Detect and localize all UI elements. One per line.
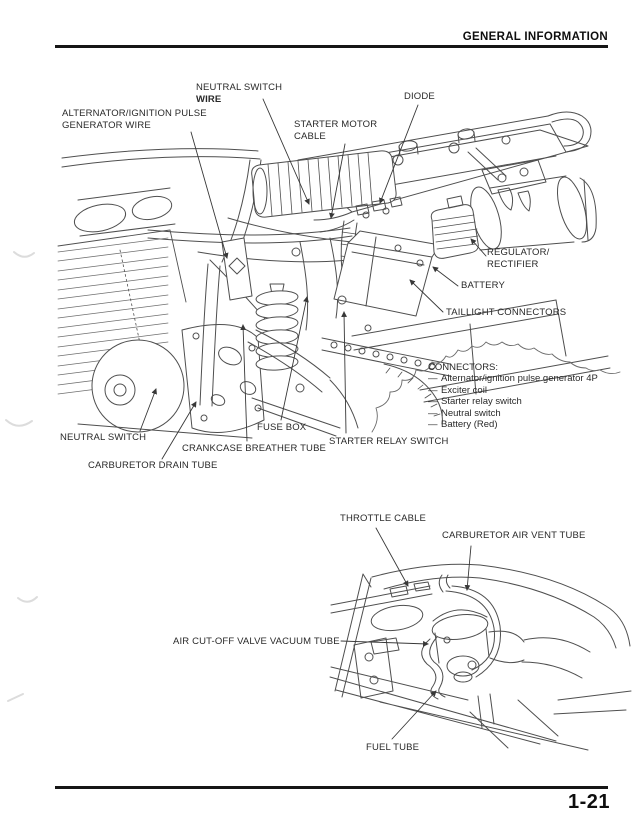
- connectors-item-text: Alternator/ignition pulse generator 4P: [441, 373, 598, 385]
- dash-bullet: —: [428, 373, 438, 385]
- label-carburetor-drain-tube: CARBURETOR DRAIN TUBE: [88, 460, 218, 471]
- page-number: 1-21: [567, 791, 610, 813]
- label-neutral-switch-wire: [196, 82, 282, 106]
- label-air-cut-off-valve-vacuum-tube: AIR CUT-OFF VALVE VACUUM TUBE: [173, 636, 340, 647]
- header-rule: [55, 45, 608, 48]
- label-battery: BATTERY: [461, 280, 505, 291]
- label-starter-relay-switch: STARTER RELAY SWITCH: [329, 436, 449, 447]
- label-throttle-cable: THROTTLE CABLE: [340, 513, 427, 524]
- label-crankcase-breather-tube: CRANKCASE BREATHER TUBE: [182, 443, 327, 454]
- label-taillight-connectors: TAILLIGHT CONNECTORS: [446, 307, 567, 318]
- label-starter-motor-cable: [294, 119, 377, 143]
- connectors-legend-item: [428, 419, 598, 430]
- diagram2-art: [330, 564, 631, 750]
- connectors-legend-item: [428, 373, 598, 384]
- dash-bullet: —: [428, 396, 438, 408]
- label-starter-motor-cable-line2: CABLE: [294, 131, 326, 142]
- label-regulator-rectifier-line1: REGULATOR/: [487, 247, 550, 258]
- scan-artifacts: [6, 252, 37, 701]
- connectors-legend-item: [428, 396, 598, 407]
- label-neutral-switch-wire-line2: WIRE: [196, 94, 222, 105]
- label-alternator-wire-line2: GENERATOR WIRE: [62, 120, 151, 131]
- label-starter-motor-cable-line1: STARTER MOTOR: [294, 119, 378, 130]
- dash-bullet: —: [428, 384, 438, 396]
- connectors-item-text: Starter relay switch: [441, 396, 522, 408]
- connectors-legend: [428, 362, 598, 430]
- label-neutral-switch-wire-line1: NEUTRAL SWITCH: [196, 82, 283, 93]
- label-fuel-tube: FUEL TUBE: [366, 742, 420, 753]
- label-alternator-wire-line1: ALTERNATOR/IGNITION PULSE: [62, 108, 207, 119]
- footer-rule: [55, 786, 608, 789]
- page-header-title: GENERAL INFORMATION: [462, 31, 608, 43]
- connectors-item-text: Battery (Red): [441, 419, 498, 431]
- connectors-legend-item: [428, 408, 598, 419]
- connectors-legend-title: CONNECTORS:: [428, 362, 499, 373]
- connectors-item-text: Exciter coil: [441, 384, 487, 396]
- label-fuse-box: FUSE BOX: [257, 422, 307, 433]
- dash-bullet: —: [428, 407, 438, 419]
- label-neutral-switch: NEUTRAL SWITCH: [60, 432, 147, 443]
- label-regulator-rectifier: [487, 247, 549, 271]
- label-diode: DIODE: [404, 91, 435, 102]
- connectors-legend-item: [428, 385, 598, 396]
- dash-bullet: —: [428, 419, 438, 431]
- label-regulator-rectifier-line2: RECTIFIER: [487, 259, 539, 270]
- label-carburetor-air-vent-tube: CARBURETOR AIR VENT TUBE: [442, 530, 586, 541]
- label-alternator-wire: [62, 108, 207, 132]
- connectors-item-text: Neutral switch: [441, 407, 501, 419]
